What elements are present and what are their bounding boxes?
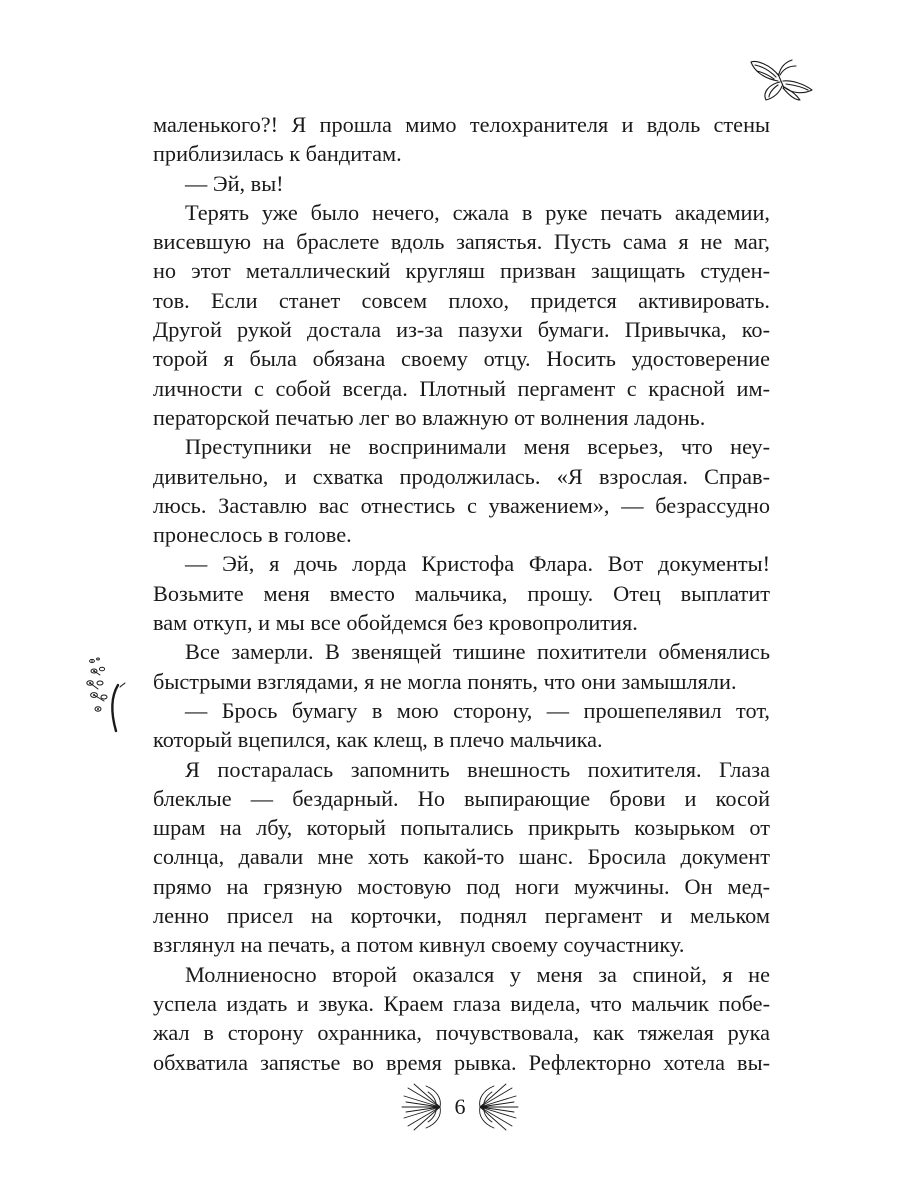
paragraph-3 (153, 198, 770, 432)
text-line: жал в сторону охранника, почувствовала, как тяжелая рука (153, 1020, 770, 1046)
text-line: висевшую на браслете вдоль запястья. Пусть сама я не маг, (153, 229, 770, 255)
text-line: — Брось бумагу в мою сторону, — прошепелявил тот, (185, 697, 770, 723)
page-number: 6 (454, 1094, 466, 1119)
paragraph-5 (153, 549, 770, 637)
text-line: ператорской печатью лег во влажную от волнения ладонь. (153, 404, 706, 430)
text-line: — Эй, вы! (185, 170, 284, 196)
text-line: пронеслось в голове. (153, 522, 352, 548)
text-line: ленно присел на корточки, поднял пергамент и мельком (153, 903, 770, 929)
text-line: обхватила запястье во время рывка. Рефлекторно хотела вы- (153, 1049, 770, 1075)
text-line: тов. Если станет совсем плохо, придется активировать. (153, 287, 770, 313)
page-footer (0, 1080, 900, 1140)
sprig-icon (82, 655, 126, 735)
text-line: Преступники не воспринимали меня всерьез, что неу- (185, 434, 770, 460)
text-line: успела издать и звука. Краем глаза видела, что мальчик побе- (153, 990, 770, 1016)
text-line: Я постаралась запомнить внешность похитителя. Глаза (185, 756, 770, 782)
text-line: но этот металлический кругляш призван защищать студен- (153, 258, 770, 284)
paragraph-7 (153, 696, 770, 755)
text-line: шрам на лбу, который попытались прикрыть козырьком от (153, 815, 770, 841)
text-line: Все замерли. В звенящей тишине похитители обменялись (185, 639, 770, 665)
text-line: дивительно, и схватка продолжилась. «Я взрослая. Справ- (153, 463, 770, 489)
paragraph-9 (153, 960, 770, 1077)
text-line: приблизилась к бандитам. (153, 141, 402, 167)
text-line: вам откуп, и мы все обойдемся без кровопролития. (153, 610, 638, 636)
sunburst-ornament-icon (400, 1082, 446, 1132)
text-line: Возьмите меня вместо мальчика, прошу. Отец выплатит (153, 580, 770, 606)
text-line: маленького?! Я прошла мимо телохранителя и вдоль стены (153, 112, 770, 137)
text-line: торой я была обязана своему отцу. Носить удостоверение (153, 346, 770, 372)
text-line: Терять уже было нечего, сжала в руке печать академии, (185, 199, 770, 225)
text-line: личности с собой всегда. Плотный пергамент с красной им- (153, 375, 770, 401)
text-line: который вцепился, как клещ, в плечо мальчика. (153, 727, 603, 753)
paragraph-1 (153, 110, 770, 169)
text-line: блеклые — бездарный. Но выпирающие брови и косой (153, 785, 770, 811)
sunburst-ornament-icon (474, 1082, 520, 1132)
text-line: — Эй, я дочь лорда Кристофа Флара. Вот документы! (185, 551, 770, 577)
text-line: быстрыми взглядами, я не могла понять, что они замышляли. (153, 668, 737, 694)
text-line: Молниеносно второй оказался у меня за спиной, я не (185, 961, 770, 987)
text-line: взглянул на печать, а потом кивнул своему соучастнику. (153, 932, 685, 958)
paragraph-4 (153, 432, 770, 549)
text-line: прямо на грязную мостовую под ноги мужчины. Он мед- (153, 873, 770, 899)
paragraph-2 (153, 169, 770, 198)
text-line: Другой рукой достала из-за пазухи бумаги. Привычка, ко- (153, 317, 770, 343)
butterfly-icon (748, 54, 814, 104)
body-text (153, 110, 770, 1077)
paragraph-6 (153, 637, 770, 696)
paragraph-8 (153, 755, 770, 960)
text-line: люсь. Заставлю вас отнестись с уважением», — безрассудно (153, 492, 770, 518)
text-line: солнца, давали мне хоть какой-то шанс. Бросила документ (153, 844, 770, 870)
